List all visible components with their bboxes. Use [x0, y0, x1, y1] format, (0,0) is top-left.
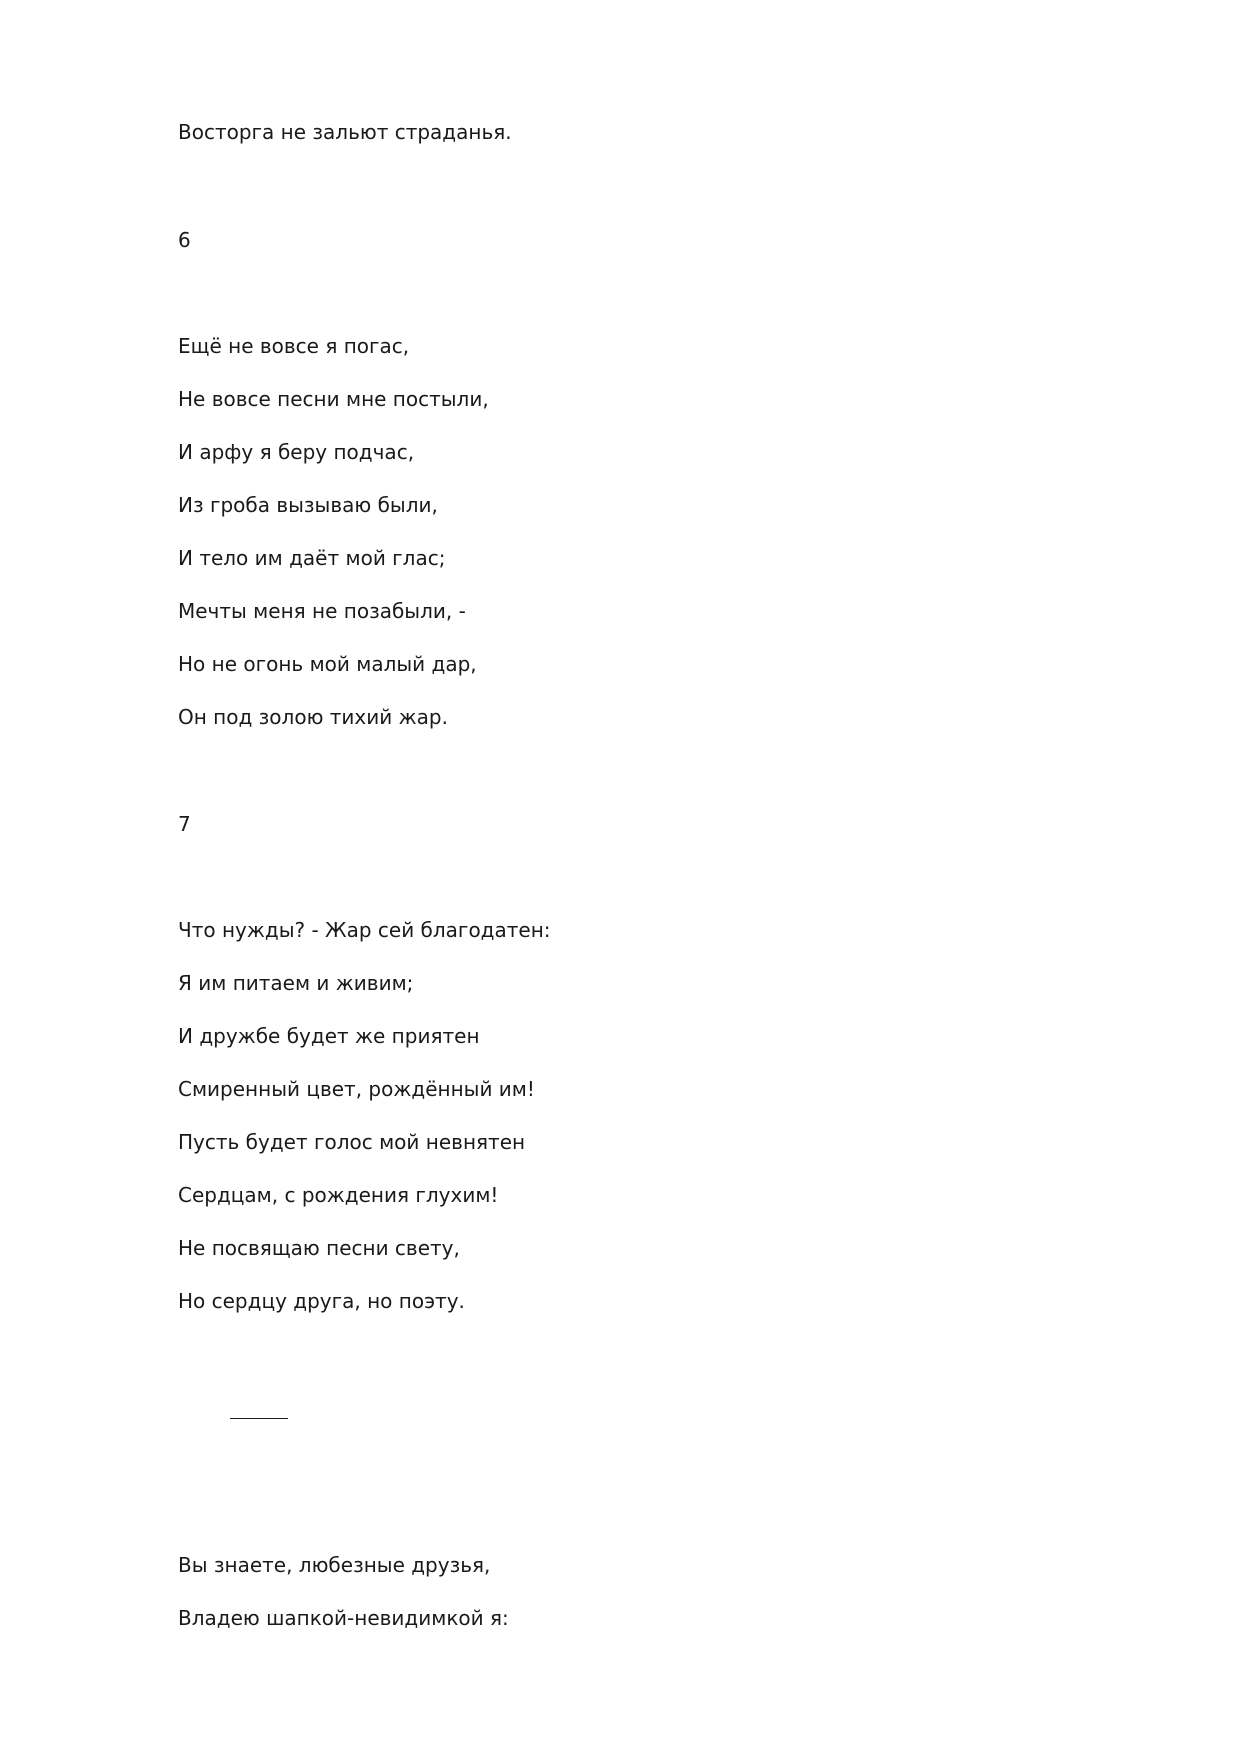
poem-line: И дружбе будет же приятен: [178, 1024, 480, 1048]
poem-line: Сердцам, с рождения глухим!: [178, 1183, 499, 1207]
poem-line: Не вовсе песни мне постыли,: [178, 387, 489, 411]
poem-line: Смиренный цвет, рождённый им!: [178, 1077, 535, 1101]
poem-line: Но сердцу друга, но поэту.: [178, 1289, 465, 1313]
poem-line: И арфу я беру подчас,: [178, 440, 415, 464]
poem-line: Восторга не зальют страданья.: [178, 120, 512, 144]
stanza-number: 7: [178, 812, 191, 836]
section-separator: [230, 1418, 288, 1419]
poem-line: Вы знаете, любезные друзья,: [178, 1553, 491, 1577]
poem-line: Не посвящаю песни свету,: [178, 1236, 460, 1260]
poem-line: Ещё не вовсе я погас,: [178, 334, 410, 358]
poem-line: Я им питаем и живим;: [178, 971, 414, 995]
poem-line: Владею шапкой-невидимкой я:: [178, 1606, 509, 1630]
poem-line: Но не огонь мой малый дар,: [178, 652, 477, 676]
poem-line: Из гроба вызываю были,: [178, 493, 438, 517]
poem-line: Пусть будет голос мой невнятен: [178, 1130, 526, 1154]
poem-line: Он под золою тихий жар.: [178, 705, 448, 729]
stanza-number: 6: [178, 228, 191, 252]
poem-line: И тело им даёт мой глас;: [178, 546, 446, 570]
poem-line: Мечты меня не позабыли, -: [178, 599, 466, 623]
poem-line: Что нужды? - Жар сей благодатен:: [178, 918, 551, 942]
